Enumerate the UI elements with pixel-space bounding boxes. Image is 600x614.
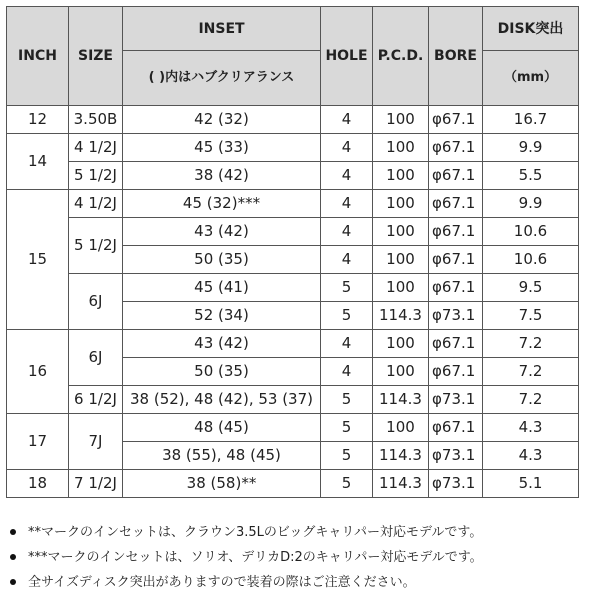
cell-bore: φ67.1 [429, 246, 483, 274]
cell-hole: 4 [321, 358, 373, 386]
cell-pcd: 100 [373, 106, 429, 134]
cell-disk: 7.2 [483, 358, 579, 386]
cell-pcd: 100 [373, 330, 429, 358]
header-disk-unit: （mm） [483, 51, 579, 106]
bullet-icon [10, 554, 16, 560]
cell-bore: φ67.1 [429, 134, 483, 162]
table-row [7, 274, 579, 302]
note-item [6, 570, 483, 595]
cell-inch: 18 [7, 470, 69, 498]
cell-bore: φ67.1 [429, 106, 483, 134]
cell-hole: 5 [321, 274, 373, 302]
header-size: SIZE [69, 7, 123, 106]
cell-bore: φ67.1 [429, 358, 483, 386]
cell-inset: 45 (33) [123, 134, 321, 162]
cell-hole: 4 [321, 190, 373, 218]
header-disk: DISK突出 [483, 7, 579, 51]
cell-disk: 9.5 [483, 274, 579, 302]
cell-size: 4 1/2J [69, 134, 123, 162]
cell-disk: 10.6 [483, 246, 579, 274]
cell-inch: 12 [7, 106, 69, 134]
cell-hole: 5 [321, 414, 373, 442]
cell-inset: 50 (35) [123, 246, 321, 274]
cell-disk: 9.9 [483, 190, 579, 218]
cell-pcd: 114.3 [373, 302, 429, 330]
cell-pcd: 100 [373, 414, 429, 442]
cell-disk: 9.9 [483, 134, 579, 162]
cell-bore: φ67.1 [429, 162, 483, 190]
cell-pcd: 100 [373, 358, 429, 386]
cell-hole: 4 [321, 246, 373, 274]
cell-bore: φ67.1 [429, 330, 483, 358]
cell-disk: 5.1 [483, 470, 579, 498]
note-text: **マークのインセットは、クラウン3.5Lのビッグキャリパー対応モデルです。 [28, 525, 483, 540]
cell-disk: 7.5 [483, 302, 579, 330]
cell-bore: φ73.1 [429, 302, 483, 330]
cell-inset: 50 (35) [123, 358, 321, 386]
cell-size: 4 1/2J [69, 190, 123, 218]
cell-disk: 4.3 [483, 442, 579, 470]
table-row [7, 414, 579, 442]
cell-hole: 4 [321, 106, 373, 134]
cell-bore: φ67.1 [429, 414, 483, 442]
cell-bore: φ67.1 [429, 218, 483, 246]
note-item [6, 545, 483, 570]
cell-bore: φ73.1 [429, 442, 483, 470]
cell-disk: 7.2 [483, 330, 579, 358]
cell-pcd: 114.3 [373, 386, 429, 414]
cell-inch: 14 [7, 134, 69, 190]
header-inset: INSET [123, 7, 321, 51]
cell-pcd: 100 [373, 134, 429, 162]
cell-size: 6J [69, 274, 123, 330]
cell-pcd: 100 [373, 162, 429, 190]
cell-inset: 38 (42) [123, 162, 321, 190]
cell-size: 5 1/2J [69, 162, 123, 190]
cell-inset: 42 (32) [123, 106, 321, 134]
wheel-spec-table [6, 6, 579, 498]
table-row [7, 386, 579, 414]
cell-hole: 4 [321, 134, 373, 162]
table-row [7, 218, 579, 246]
cell-pcd: 100 [373, 218, 429, 246]
cell-size: 3.50B [69, 106, 123, 134]
cell-disk: 16.7 [483, 106, 579, 134]
cell-pcd: 114.3 [373, 470, 429, 498]
note-item [6, 520, 483, 545]
cell-hole: 5 [321, 386, 373, 414]
cell-pcd: 100 [373, 246, 429, 274]
cell-inch: 15 [7, 190, 69, 330]
cell-size: 5 1/2J [69, 218, 123, 274]
cell-inset: 43 (42) [123, 218, 321, 246]
cell-inset: 45 (41) [123, 274, 321, 302]
header-hole: HOLE [321, 7, 373, 106]
cell-pcd: 114.3 [373, 442, 429, 470]
cell-inset: 38 (52), 48 (42), 53 (37) [123, 386, 321, 414]
cell-bore: φ73.1 [429, 470, 483, 498]
note-text: 全サイズディスク突出がありますので装着の際はご注意ください。 [28, 575, 416, 590]
cell-hole: 5 [321, 470, 373, 498]
cell-disk: 5.5 [483, 162, 579, 190]
header-inch: INCH [7, 7, 69, 106]
header-inset-note: ( )内はハブクリアランス [123, 51, 321, 106]
cell-size: 7 1/2J [69, 470, 123, 498]
cell-inch: 17 [7, 414, 69, 470]
cell-hole: 5 [321, 302, 373, 330]
cell-size: 6J [69, 330, 123, 386]
note-text: ***マークのインセットは、ソリオ、デリカD:2のキャリパー対応モデルです。 [28, 550, 483, 565]
table-row [7, 162, 579, 190]
cell-hole: 4 [321, 330, 373, 358]
cell-hole: 5 [321, 442, 373, 470]
cell-pcd: 100 [373, 190, 429, 218]
cell-inset: 45 (32)*** [123, 190, 321, 218]
cell-disk: 10.6 [483, 218, 579, 246]
cell-bore: φ67.1 [429, 274, 483, 302]
cell-bore: φ73.1 [429, 386, 483, 414]
cell-inset: 52 (34) [123, 302, 321, 330]
cell-inset: 38 (58)** [123, 470, 321, 498]
cell-hole: 4 [321, 162, 373, 190]
cell-size: 6 1/2J [69, 386, 123, 414]
cell-inset: 43 (42) [123, 330, 321, 358]
cell-inset: 48 (45) [123, 414, 321, 442]
table-row [7, 134, 579, 162]
header-pcd: P.C.D. [373, 7, 429, 106]
cell-bore: φ67.1 [429, 190, 483, 218]
notes-list [6, 520, 483, 595]
cell-hole: 4 [321, 218, 373, 246]
cell-disk: 4.3 [483, 414, 579, 442]
cell-pcd: 100 [373, 274, 429, 302]
bullet-icon [10, 529, 16, 535]
header-bore: BORE [429, 7, 483, 106]
table-row [7, 330, 579, 358]
cell-disk: 7.2 [483, 386, 579, 414]
table-row [7, 470, 579, 498]
cell-size: 7J [69, 414, 123, 470]
table-row [7, 106, 579, 134]
cell-inch: 16 [7, 330, 69, 414]
table-row [7, 190, 579, 218]
bullet-icon [10, 579, 16, 585]
cell-inset: 38 (55), 48 (45) [123, 442, 321, 470]
